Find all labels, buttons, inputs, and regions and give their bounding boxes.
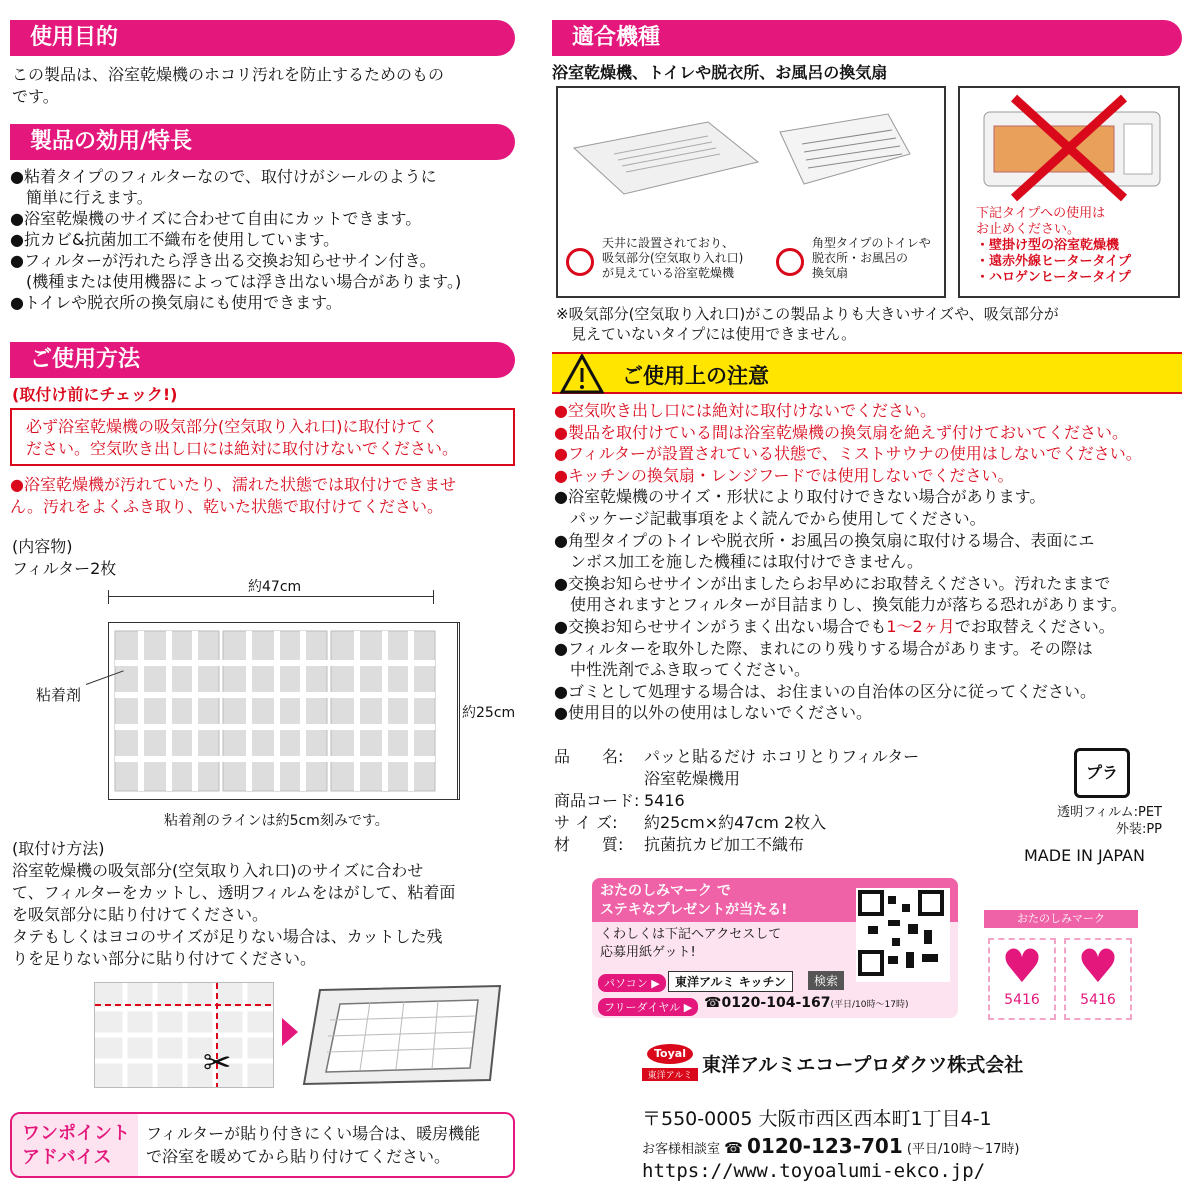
method-line: を吸気部分に貼り付けてください。 — [12, 905, 269, 924]
caution-item: パッケージ記載事項をよく読んでから使用してください。 — [554, 508, 986, 528]
method-line: 浴室乾燥機の吸気部分(空気取り入れ口)のサイズに合わせ — [12, 861, 424, 880]
qr-code — [856, 888, 950, 982]
heart-icon: ♥ — [1001, 939, 1043, 993]
width-dimension — [108, 579, 434, 610]
warning-line: ん。汚れをよくふき取り、乾いた状態で取付けてください。 — [10, 497, 443, 516]
filter-pattern — [109, 623, 459, 799]
ok1-block — [566, 236, 743, 281]
section-title-usage: ご使用方法 — [10, 342, 515, 378]
ng-line: 下記タイプへの使用は — [976, 206, 1106, 221]
height-label: 約25cm — [462, 705, 516, 721]
prohibited-x-icon — [960, 88, 1178, 208]
promo-text-line: 応募用紙ゲット! — [600, 945, 696, 960]
mark-code: 5416 — [1080, 992, 1116, 1008]
spec-value: 抗菌抗カビ加工不織布 — [644, 835, 805, 854]
ok-circle-icon — [566, 248, 594, 276]
check-line: 必ず浴室乾燥機の吸気部分(空気取り入れ口)に取付けてく — [26, 417, 439, 436]
warning-icon — [560, 354, 604, 394]
features-list — [10, 166, 461, 313]
method-line: りを足りない部分に貼り付けてください。 — [12, 949, 317, 968]
free-number: ☎0120-104-167(平日/10時〜17時) — [704, 995, 909, 1011]
filter-caption: 粘着剤のラインは約5cm刻みです。 — [164, 813, 389, 829]
advice-label-line: ワンポイント — [22, 1123, 130, 1144]
phone-icon: ☎ — [724, 1139, 743, 1157]
promo-text-line: くわしくは下記へアクセスして — [600, 927, 782, 942]
usage-warning — [10, 474, 456, 518]
compat-note — [556, 304, 1059, 344]
section-title-purpose: 使用目的 — [10, 20, 515, 56]
caution-banner — [552, 352, 1182, 394]
compat-ng-card — [958, 86, 1180, 298]
ng-line: ・壁掛け型の浴室乾燥機 — [976, 238, 1120, 253]
promo-title-line: ステキなプレゼントが当たる! — [600, 902, 788, 918]
caution-item: ンボス加工を施した機種には取付けできません。 — [554, 552, 923, 572]
heart-icon: ♥ — [1077, 939, 1119, 993]
search-field[interactable]: 東洋アルミ キッチン — [668, 971, 793, 992]
spec-label: 材 質: — [554, 835, 624, 854]
caution-red-item: ●製品を取付けている間は浴室乾燥機の換気扇を絶えず付けておいてください。 — [554, 422, 1128, 442]
purpose-text — [12, 64, 444, 108]
mark-card-2 — [1064, 938, 1132, 1020]
method-text — [12, 860, 455, 970]
ok1-line: が見えている浴室乾燥機 — [602, 266, 735, 280]
caution-item: 中性洗剤でふき取ってください。 — [554, 660, 811, 680]
logo-text: Toyal — [647, 1044, 693, 1064]
mark-card-1 — [988, 938, 1056, 1020]
fan-illustrations — [558, 88, 944, 238]
advice-line: で浴室を暖めてから貼り付けてください。 — [146, 1147, 451, 1166]
spec-row-name — [554, 746, 919, 768]
scissors-icon: ✂ — [203, 1043, 232, 1083]
spec-value: 約25cm×約47cm 2枚入 — [644, 813, 827, 832]
spec-value: 浴室乾燥機用 — [644, 769, 741, 788]
section-title-features: 製品の効用/特長 — [10, 124, 515, 160]
ng-line: ・遠赤外線ヒータータイプ — [976, 254, 1131, 269]
cut-illustration — [94, 982, 274, 1088]
caution-item — [554, 616, 1142, 638]
mark-label: おたのしみマーク — [984, 910, 1138, 928]
company-url[interactable]: https://www.toyoalumi-ekco.jp/ — [642, 1160, 986, 1182]
adhesive-label: 粘着剤 — [36, 686, 82, 704]
note-line: 見えていないタイプには使用できません。 — [556, 325, 857, 343]
spec-value: パッと貼るだけ ホコリとりフィルター — [644, 747, 920, 766]
spec-row-size — [554, 812, 919, 834]
spec-row-name2 — [554, 768, 919, 790]
ok2-block — [776, 236, 931, 281]
caution-list — [554, 400, 1142, 724]
spec-row-code — [554, 790, 919, 812]
ok-circle-icon — [776, 248, 804, 276]
caution-item: ●フィルターを取外した際、まれにのり残りする場合があります。その際は — [554, 638, 1093, 658]
advice-label-line: アドバイス — [22, 1147, 112, 1168]
material-info — [1046, 804, 1162, 838]
ng-line: お止めください。 — [976, 222, 1081, 237]
swap-post: でお取替えください。 — [954, 616, 1115, 636]
caution-title: ご使用上の注意 — [622, 364, 769, 388]
swap-period: 1〜2ヶ月 — [886, 616, 955, 636]
check-label: (取付け前にチェック!) — [12, 385, 178, 404]
ng-line: ・ハロゲンヒータータイプ — [976, 270, 1131, 285]
method-line: て、フィルターをカットし、透明フィルムをはがして、粘着面 — [12, 883, 456, 902]
warning-line: ●浴室乾燥機が汚れていたり、濡れた状態では取付けできませ — [10, 475, 456, 494]
swap-pre: ●交換お知らせサインがうまく出ない場合でも — [554, 616, 887, 636]
made-in-japan: MADE IN JAPAN — [1024, 846, 1145, 865]
contents-value: フィルター2枚 — [12, 559, 117, 578]
list-item: ●抗カビ&抗菌加工不織布を使用しています。 — [10, 230, 340, 249]
spec-table — [554, 746, 919, 856]
purpose-line: この製品は、浴室乾燥機のホコリ汚れを防止するためのもの — [12, 65, 445, 84]
spec-value: 5416 — [644, 791, 685, 810]
material-line: 透明フィルム:PET — [1057, 805, 1162, 820]
tel-label: お客様相談室 — [642, 1142, 721, 1157]
check-line: ださい。空気吹き出し口には絶対に取付けないでください。 — [26, 439, 459, 458]
material-line: 外装:PP — [1115, 822, 1162, 837]
list-item: ●粘着タイプのフィルターなので、取付けがシールのように — [10, 167, 437, 186]
caution-item: ●ゴミとして処理する場合は、お住まいの自治体の区分に従ってください。 — [554, 681, 1096, 701]
advice-line: フィルターが貼り付きにくい場合は、暖房機能 — [146, 1124, 481, 1143]
list-item: ●トイレや脱衣所の換気扇にも使用できます。 — [10, 293, 342, 312]
company-tel — [642, 1134, 1020, 1158]
ok2-line: 換気扇 — [812, 266, 849, 280]
company-address: 〒550-0005 大阪市西区西本町1丁目4-1 — [642, 1108, 992, 1130]
search-button[interactable]: 検索 — [808, 971, 844, 990]
section-title-compat: 適合機種 — [552, 20, 1182, 56]
company-name: 東洋アルミエコープロダクツ株式会社 — [702, 1054, 1024, 1076]
contents-label: (内容物) — [12, 537, 73, 556]
promo-text — [600, 926, 781, 962]
caution-item: ●使用目的以外の使用はしないでください。 — [554, 703, 872, 723]
caution-item: ●角型タイプのトイレや脱衣所・お風呂の換気扇に取付ける場合、表面にエ — [554, 530, 1095, 550]
list-item: 簡単に行えます。 — [10, 188, 153, 207]
caution-item: ●浴室乾燥機のサイズ・形状により取付けできない場合があります。 — [554, 487, 1046, 507]
caution-red-item: ●空気吹き出し口には絶対に取付けないでください。 — [554, 401, 936, 420]
method-label: (取付け方法) — [12, 839, 105, 858]
compat-subtitle: 浴室乾燥機、トイレや脱衣所、お風呂の換気扇 — [552, 63, 888, 82]
pc-label: パソコン ▶ — [598, 974, 666, 992]
mark-code: 5416 — [1004, 992, 1040, 1008]
logo-sub: 東洋アルミ — [642, 1068, 698, 1081]
recycle-mark-icon: プラ — [1074, 748, 1130, 798]
purpose-line: です。 — [12, 87, 59, 106]
caution-red-item: ●フィルターが設置されている状態で、ミストサウナの使用はしないでください。 — [554, 444, 1142, 464]
spec-label: サ イ ズ: — [554, 813, 618, 832]
list-item: ●浴室乾燥機のサイズに合わせて自由にカットできます。 — [10, 209, 422, 228]
free-hours: (平日/10時〜17時) — [830, 1000, 909, 1010]
note-line: ※吸気部分(空気取り入れ口)がこの製品よりも大きいサイズや、吸気部分が — [556, 305, 1059, 323]
free-number-text: 0120-104-167 — [721, 995, 831, 1011]
spec-label: 商品コード: — [554, 791, 640, 810]
filter-sheet — [108, 622, 460, 800]
promo-box — [592, 878, 958, 1018]
tel-hours: (平日/10時〜17時) — [906, 1142, 1020, 1157]
spec-label: 品 名: — [554, 747, 624, 766]
company-logo — [642, 1044, 698, 1086]
compat-ok-card — [556, 86, 946, 298]
caution-item: ●交換お知らせサインが出ましたらお早めにお取替えください。汚れたままで — [554, 573, 1111, 593]
width-label: 約47cm — [246, 576, 303, 596]
tel-number: 0120-123-701 — [746, 1134, 903, 1158]
advice-box — [10, 1112, 515, 1178]
ok1-line: 天井に設置されており、 — [602, 236, 735, 250]
list-item: (機種または使用機器によっては浮き出ない場合があります。) — [10, 272, 462, 291]
install-illustration — [300, 980, 510, 1092]
advice-label — [12, 1114, 138, 1176]
check-box — [10, 408, 515, 466]
ng-text — [976, 206, 1131, 286]
promo-title-line: おたのしみマーク で — [600, 883, 731, 899]
list-item: ●フィルターが汚れたら浮き出る交換お知らせサイン付き。 — [10, 251, 436, 270]
free-label: フリーダイヤル ▶ — [598, 998, 698, 1016]
method-line: タテもしくはヨコのサイズが足りない場合は、カットした残 — [12, 927, 443, 946]
caution-red-item: ●キッチンの換気扇・レンジフードでは使用しないでください。 — [554, 465, 1014, 485]
arrow-right-icon — [282, 1018, 298, 1046]
ok2-line: 角型タイプのトイレや — [812, 236, 931, 250]
ok1-line: 吸気部分(空気取り入れ口) — [602, 251, 744, 265]
caution-item: 使用されますとフィルターが目詰まりし、換気能力が落ちる恐れがあります。 — [554, 595, 1127, 615]
spec-row-material — [554, 834, 919, 856]
ok2-line: 脱衣所・お風呂の — [812, 251, 909, 265]
advice-text — [146, 1122, 480, 1168]
